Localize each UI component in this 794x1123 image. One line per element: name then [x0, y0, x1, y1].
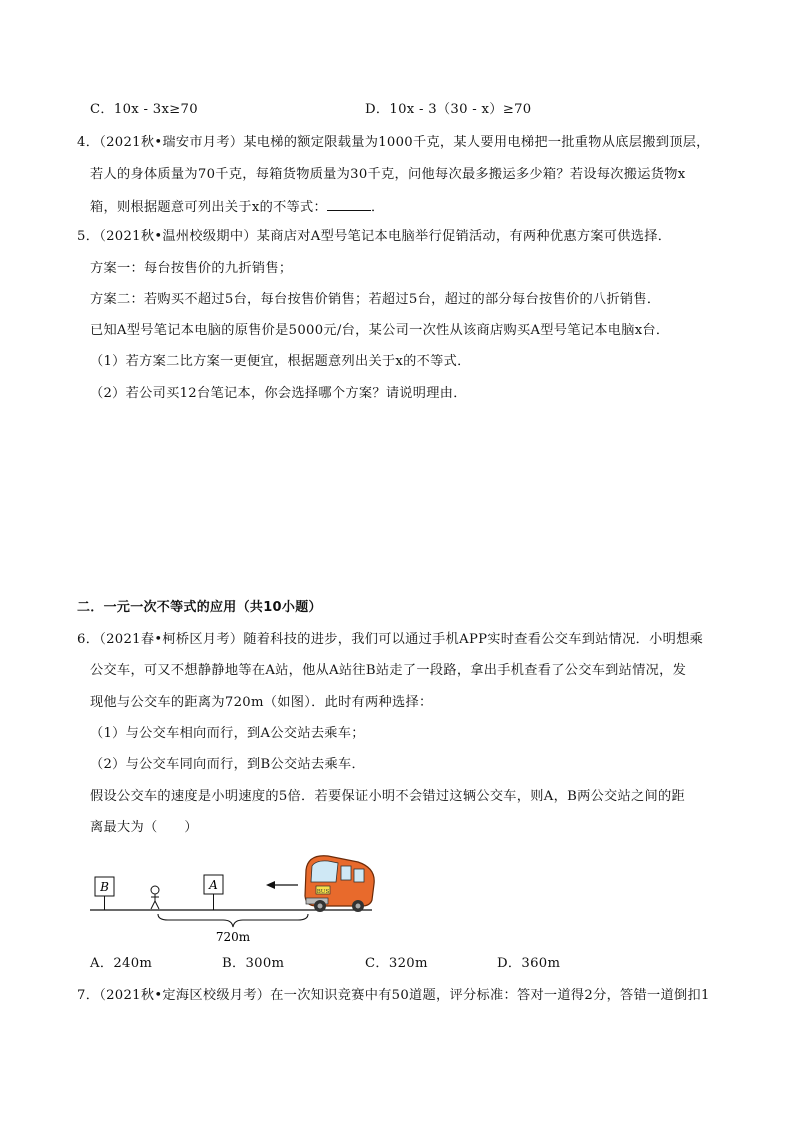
option-letter: C．	[365, 956, 389, 971]
q6-line-4: 假设公交车的速度是小明速度的5倍．若要保证小明不会错过这辆公交车，则A，B两公交站之间的距	[90, 789, 685, 804]
q4-line-2: 若人的身体质量为70千克，每箱货物质量为30千克，问他每次最多搬运多少箱？若设每次搬运货物x	[90, 167, 686, 182]
label-b: B	[100, 880, 109, 894]
option-letter: B．	[222, 956, 246, 971]
option-letter: D．	[497, 956, 522, 971]
option-text: 360m	[521, 956, 561, 971]
option-text: 320m	[388, 956, 428, 971]
q5-info: 已知A型号笔记本电脑的原售价是5000元/台，某公司一次性从该商店购买A型号笔记本电脑x台．	[90, 323, 670, 338]
q4-line-3-end: ．	[371, 200, 385, 215]
q3-option-d	[365, 100, 532, 120]
q6-sub-2: （2）与公交车同向而行，到B公交站去乘车．	[90, 757, 365, 772]
distance-brace	[158, 914, 308, 927]
option-letter: C．	[90, 102, 114, 117]
label-a: A	[209, 878, 218, 892]
q6-option-d	[497, 954, 560, 974]
q6-sub-1: （1）与公交车相向而行，到A公交站去乘车；	[90, 726, 365, 741]
option-text: 10x - 3（30 - x）≥70	[389, 102, 532, 117]
bus-stop-a	[204, 875, 223, 910]
option-text: 10x - 3x≥70	[113, 102, 198, 117]
q6-option-a	[90, 954, 152, 974]
q4-line-1: 4．（2021秋•瑞安市月考）某电梯的额定限载量为1000千克，某人要用电梯把一批重物从底层搬到顶层，	[77, 135, 710, 150]
q5-plan-1: 方案一：每台按售价的九折销售；	[90, 261, 293, 276]
q5-line-1: 5．（2021秋•温州校级期中）某商店对A型号笔记本电脑举行促销活动，有两种优惠方案可供选择．	[77, 229, 672, 244]
bus-icon	[305, 856, 374, 912]
q6-line-1: 6．（2021春•柯桥区月考）随着科技的进步，我们可以通过手机APP实时查看公交车到站情况．小明想乘	[77, 632, 704, 647]
q6-option-c	[365, 954, 428, 974]
bus-sign: BUS	[316, 889, 330, 895]
q3-option-c	[90, 100, 198, 120]
q5-sub-1: （1）若方案二比方案一更便宜，根据题意列出关于x的不等式．	[90, 354, 471, 369]
distance-label: 720m	[215, 930, 251, 944]
bus-stop-figure	[80, 848, 380, 948]
bus-stop-b	[95, 877, 114, 910]
q4-line-3	[90, 196, 385, 218]
section-title: 二．一元一次不等式的应用（共10小题）	[77, 600, 322, 615]
q6-option-b	[222, 954, 284, 974]
q4-line-3-text: 箱，则根据题意可列出关于x的不等式：	[90, 200, 328, 215]
option-text: 240m	[113, 956, 153, 971]
q6-line-5: 离最大为（ ）	[90, 820, 198, 835]
q5-plan-2: 方案二：若购买不超过5台，每台按售价销售；若超过5台，超过的部分每台按售价的八折销售．	[90, 292, 661, 307]
q7-line-1: 7．（2021秋•定海区校级月考）在一次知识竞赛中有50道题，评分标准：答对一道得2分，答错一道倒扣1	[77, 988, 710, 1003]
person-icon	[151, 886, 159, 909]
option-letter: A．	[90, 956, 114, 971]
option-text: 300m	[245, 956, 285, 971]
option-letter: D．	[365, 102, 390, 117]
q6-line-2: 公交车，可又不想静静地等在A站，他从A站往B站走了一段路，拿出手机查看了公交车到站情况，发	[90, 663, 687, 678]
q6-line-3: 现他与公交车的距离为720m（如图）．此时有两种选择：	[90, 695, 433, 710]
q5-sub-2: （2）若公司买12台笔记本，你会选择哪个方案？请说明理由．	[90, 386, 467, 401]
arrow-left-icon	[266, 881, 298, 889]
answer-blank[interactable]	[327, 196, 371, 211]
